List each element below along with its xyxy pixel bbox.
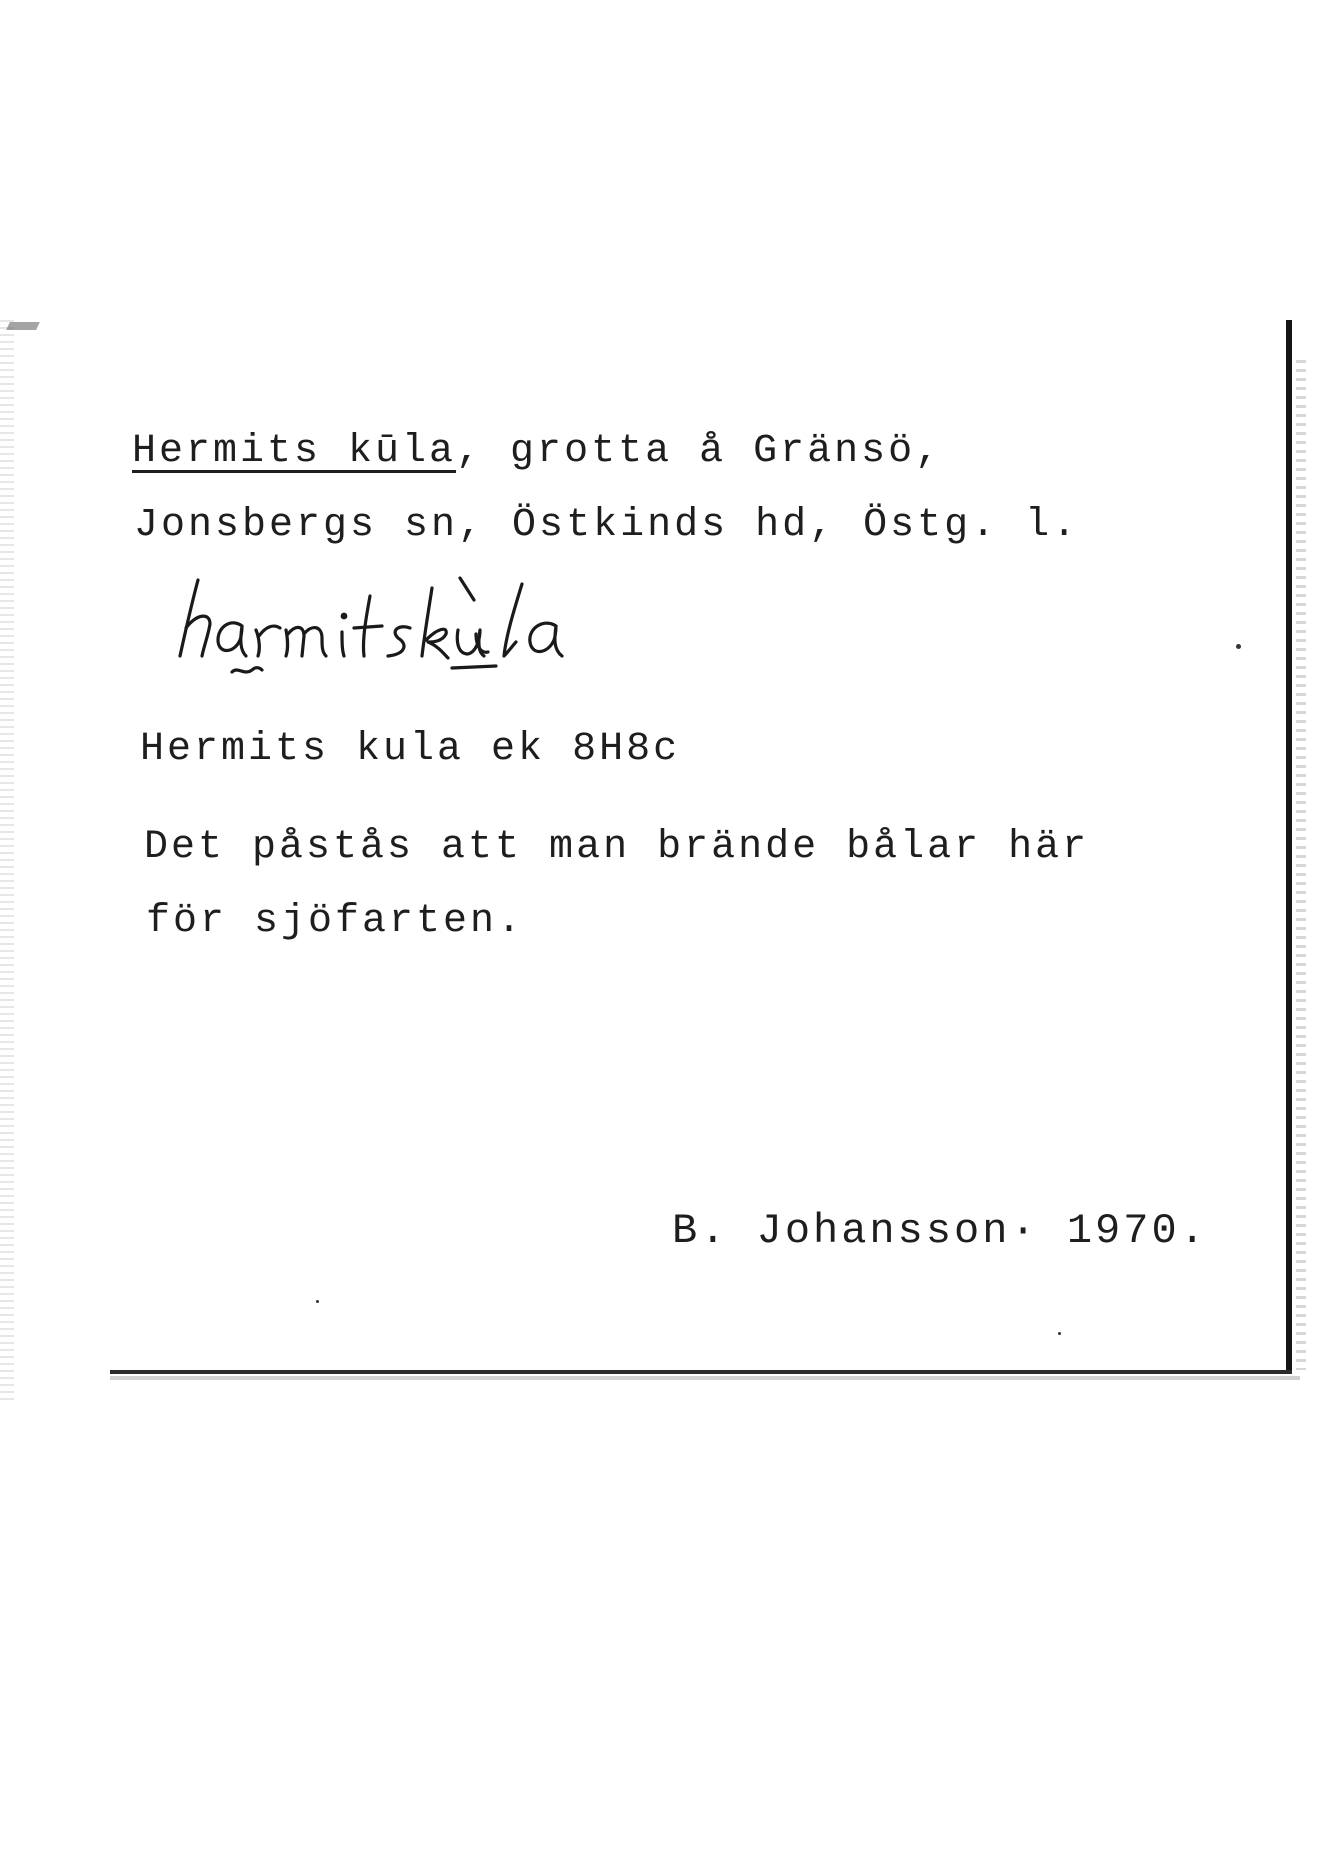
card-bottom-shadow bbox=[110, 1376, 1300, 1380]
scan-speck bbox=[1236, 644, 1241, 649]
scan-left-edge bbox=[0, 320, 14, 1400]
scan-speck bbox=[316, 1300, 319, 1303]
handwritten-phonetic-transcription bbox=[176, 570, 636, 680]
author-signature-year: B. Johansson· 1970. bbox=[672, 1207, 1208, 1255]
card-right-shadow bbox=[1296, 360, 1306, 1370]
scan-edge-mark bbox=[6, 322, 40, 330]
place-name: Hermits kūla bbox=[132, 429, 457, 474]
note-line-2: för sjöfarten. bbox=[146, 899, 525, 944]
card-heading-line bbox=[132, 429, 943, 474]
note-line-1: Det påstås att man brände bålar här bbox=[144, 825, 1090, 870]
scan-speck bbox=[1058, 1332, 1061, 1335]
catalogue-reference-line: Hermits kula ek 8H8c bbox=[140, 727, 681, 772]
place-description: , grotta å Gränsö, bbox=[456, 429, 943, 474]
location-line: Jonsbergs sn, Östkinds hd, Östg. l. bbox=[134, 503, 1080, 548]
card-bottom-border bbox=[110, 1370, 1292, 1374]
card-right-border bbox=[1286, 320, 1292, 1372]
